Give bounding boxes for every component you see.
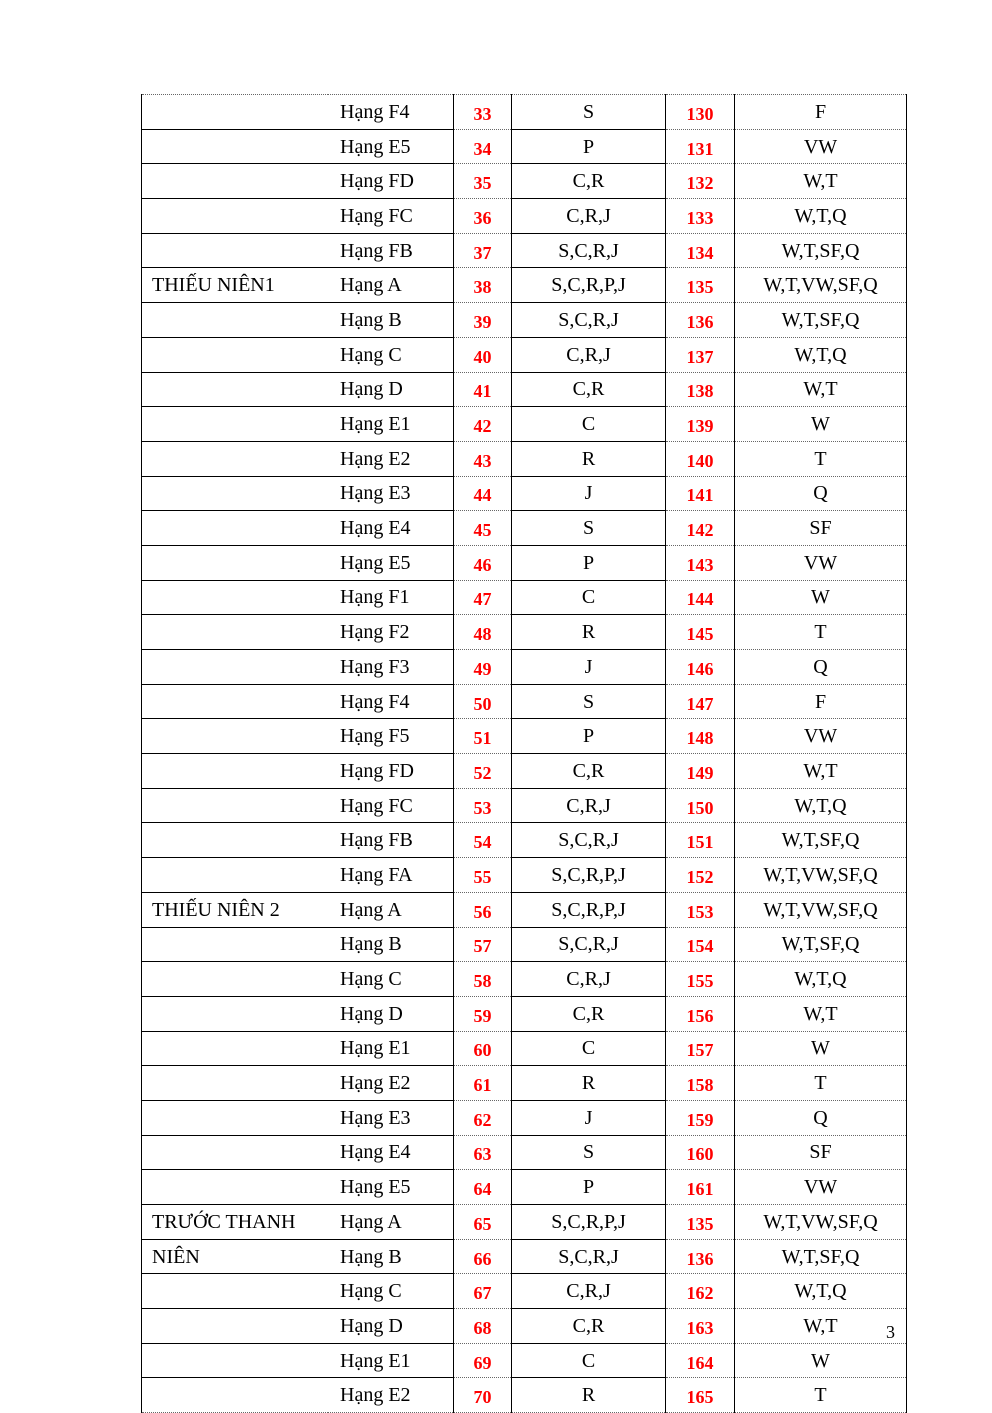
event-number-cell: 62 [454, 1100, 512, 1135]
event-number-cell: 41 [454, 372, 512, 407]
event-number-cell: 50 [454, 684, 512, 719]
dances-cell: SF [735, 511, 907, 546]
dances-cell: W,T,SF,Q [735, 233, 907, 268]
event-number-2-cell: 130 [666, 95, 735, 130]
event-number-cell: 57 [454, 927, 512, 962]
event-number-cell: 43 [454, 441, 512, 476]
dances-cell: W,T,VW,SF,Q [735, 1205, 907, 1240]
table-row [142, 580, 907, 615]
table-row [142, 1170, 907, 1205]
dances-cell: W,T,SF,Q [735, 1239, 907, 1274]
event-number-cell: 69 [454, 1343, 512, 1378]
event-number-2-cell: 135 [666, 1205, 735, 1240]
category-cell: NIÊN [142, 1239, 329, 1274]
skills-cell: C,R [512, 996, 666, 1031]
category-cell: THIẾU NIÊN1 [142, 268, 329, 303]
event-number-cell: 55 [454, 858, 512, 893]
event-number-2-cell: 155 [666, 962, 735, 997]
event-number-2-cell: 163 [666, 1309, 735, 1344]
skills-cell: C [512, 1031, 666, 1066]
event-number-2-cell: 158 [666, 1066, 735, 1101]
rank-cell: Hạng F5 [328, 719, 454, 754]
event-number-cell: 60 [454, 1031, 512, 1066]
rank-cell: Hạng D [328, 1309, 454, 1344]
event-number-2-cell: 149 [666, 754, 735, 789]
category-cell [142, 511, 329, 546]
table-row [142, 1100, 907, 1135]
event-number-2-cell: 144 [666, 580, 735, 615]
skills-cell: C,R,J [512, 199, 666, 234]
table-row [142, 1031, 907, 1066]
event-number-cell: 58 [454, 962, 512, 997]
dances-cell: VW [735, 129, 907, 164]
page-number: 3 [886, 1322, 895, 1342]
dances-cell: W,T,SF,Q [735, 823, 907, 858]
event-number-cell: 54 [454, 823, 512, 858]
table-row [142, 372, 907, 407]
dances-cell: T [735, 1378, 907, 1413]
rank-cell: Hạng E5 [328, 129, 454, 164]
category-cell [142, 858, 329, 893]
rank-cell: Hạng FB [328, 823, 454, 858]
event-number-2-cell: 160 [666, 1135, 735, 1170]
rank-cell: Hạng E3 [328, 476, 454, 511]
dances-cell: W,T [735, 996, 907, 1031]
rank-cell: Hạng C [328, 1274, 454, 1309]
rank-cell: Hạng C [328, 337, 454, 372]
rank-cell: Hạng E4 [328, 1135, 454, 1170]
event-number-2-cell: 146 [666, 650, 735, 685]
event-number-2-cell: 131 [666, 129, 735, 164]
skills-cell: S,C,R,P,J [512, 268, 666, 303]
event-number-cell: 42 [454, 407, 512, 442]
dances-cell: Q [735, 1100, 907, 1135]
skills-cell: C,R [512, 1309, 666, 1344]
rank-cell: Hạng F4 [328, 95, 454, 130]
skills-cell: P [512, 129, 666, 164]
category-cell [142, 1274, 329, 1309]
event-number-2-cell: 156 [666, 996, 735, 1031]
dances-cell: VW [735, 545, 907, 580]
event-number-cell: 59 [454, 996, 512, 1031]
dances-cell: W,T [735, 1309, 907, 1344]
rank-cell: Hạng FC [328, 788, 454, 823]
event-number-2-cell: 151 [666, 823, 735, 858]
category-cell [142, 719, 329, 754]
table-row [142, 1309, 907, 1344]
dances-cell: W,T,SF,Q [735, 303, 907, 338]
event-number-2-cell: 153 [666, 892, 735, 927]
rank-cell: Hạng E5 [328, 545, 454, 580]
skills-cell: P [512, 719, 666, 754]
table-row [142, 719, 907, 754]
table-row [142, 1205, 907, 1240]
table-row [142, 927, 907, 962]
skills-cell: R [512, 441, 666, 476]
skills-cell: S,C,R,J [512, 823, 666, 858]
dances-cell: W,T [735, 372, 907, 407]
rank-cell: Hạng F2 [328, 615, 454, 650]
dances-cell: W,T,Q [735, 1274, 907, 1309]
event-number-2-cell: 136 [666, 303, 735, 338]
event-number-cell: 48 [454, 615, 512, 650]
event-number-2-cell: 139 [666, 407, 735, 442]
dances-cell: F [735, 684, 907, 719]
event-number-2-cell: 132 [666, 164, 735, 199]
event-number-2-cell: 136 [666, 1239, 735, 1274]
table-row [142, 545, 907, 580]
category-cell [142, 788, 329, 823]
table-row [142, 441, 907, 476]
skills-cell: S,C,R,J [512, 927, 666, 962]
category-cell [142, 615, 329, 650]
skills-cell: S,C,R,P,J [512, 858, 666, 893]
event-number-2-cell: 157 [666, 1031, 735, 1066]
table-row [142, 199, 907, 234]
dances-cell: F [735, 95, 907, 130]
category-cell [142, 476, 329, 511]
dances-cell: W,T,VW,SF,Q [735, 858, 907, 893]
skills-cell: C,R [512, 372, 666, 407]
category-cell [142, 754, 329, 789]
event-number-cell: 63 [454, 1135, 512, 1170]
dances-cell: T [735, 441, 907, 476]
skills-cell: C,R [512, 164, 666, 199]
table-row [142, 615, 907, 650]
rank-cell: Hạng A [328, 1205, 454, 1240]
table-row [142, 233, 907, 268]
event-number-cell: 49 [454, 650, 512, 685]
rank-cell: Hạng E5 [328, 1170, 454, 1205]
event-number-2-cell: 140 [666, 441, 735, 476]
category-cell [142, 996, 329, 1031]
rank-cell: Hạng C [328, 962, 454, 997]
event-number-cell: 37 [454, 233, 512, 268]
rank-cell: Hạng B [328, 927, 454, 962]
dances-cell: W [735, 1343, 907, 1378]
event-number-cell: 52 [454, 754, 512, 789]
skills-cell: C [512, 407, 666, 442]
event-number-cell: 68 [454, 1309, 512, 1344]
rank-cell: Hạng FA [328, 858, 454, 893]
rank-cell: Hạng D [328, 372, 454, 407]
category-cell [142, 1135, 329, 1170]
dances-cell: VW [735, 719, 907, 754]
table-row [142, 754, 907, 789]
dances-cell: T [735, 1066, 907, 1101]
dances-cell: W [735, 407, 907, 442]
rank-cell: Hạng E1 [328, 407, 454, 442]
event-number-cell: 56 [454, 892, 512, 927]
event-number-2-cell: 133 [666, 199, 735, 234]
dances-cell: VW [735, 1170, 907, 1205]
dances-cell: T [735, 615, 907, 650]
category-cell [142, 927, 329, 962]
skills-cell: R [512, 1378, 666, 1413]
dances-cell: Q [735, 476, 907, 511]
category-cell [142, 233, 329, 268]
table-row [142, 268, 907, 303]
event-number-cell: 64 [454, 1170, 512, 1205]
event-number-2-cell: 142 [666, 511, 735, 546]
dances-cell: W,T [735, 754, 907, 789]
event-number-2-cell: 137 [666, 337, 735, 372]
rank-cell: Hạng F1 [328, 580, 454, 615]
skills-cell: R [512, 615, 666, 650]
event-number-2-cell: 165 [666, 1378, 735, 1413]
skills-cell: S [512, 95, 666, 130]
dances-cell: W,T [735, 164, 907, 199]
event-number-cell: 36 [454, 199, 512, 234]
rank-cell: Hạng FD [328, 754, 454, 789]
category-cell [142, 962, 329, 997]
event-number-2-cell: 143 [666, 545, 735, 580]
table-row [142, 684, 907, 719]
category-cell: THIẾU NIÊN 2 [142, 892, 329, 927]
skills-cell: J [512, 476, 666, 511]
event-number-cell: 61 [454, 1066, 512, 1101]
category-cell [142, 95, 329, 130]
category-cell: TRƯỚC THANH [142, 1205, 329, 1240]
event-number-2-cell: 138 [666, 372, 735, 407]
category-cell [142, 199, 329, 234]
category-cell [142, 580, 329, 615]
event-number-2-cell: 152 [666, 858, 735, 893]
skills-cell: J [512, 1100, 666, 1135]
table-body [142, 95, 907, 1413]
rank-cell: Hạng E2 [328, 1378, 454, 1413]
table-row [142, 1135, 907, 1170]
category-cell [142, 1309, 329, 1344]
skills-cell: S,C,R,P,J [512, 1205, 666, 1240]
event-number-cell: 70 [454, 1378, 512, 1413]
skills-cell: S,C,R,J [512, 303, 666, 338]
rank-cell: Hạng B [328, 303, 454, 338]
category-cell [142, 1343, 329, 1378]
event-number-2-cell: 135 [666, 268, 735, 303]
table-row [142, 129, 907, 164]
event-number-cell: 33 [454, 95, 512, 130]
category-cell [142, 129, 329, 164]
event-number-cell: 38 [454, 268, 512, 303]
registration-table [141, 94, 907, 1413]
skills-cell: C,R,J [512, 1274, 666, 1309]
rank-cell: Hạng B [328, 1239, 454, 1274]
skills-cell: P [512, 545, 666, 580]
category-cell [142, 337, 329, 372]
skills-cell: S,C,R,J [512, 1239, 666, 1274]
rank-cell: Hạng F3 [328, 650, 454, 685]
category-cell [142, 545, 329, 580]
dances-cell: W,T,Q [735, 788, 907, 823]
rank-cell: Hạng E4 [328, 511, 454, 546]
table-row [142, 511, 907, 546]
rank-cell: Hạng E1 [328, 1031, 454, 1066]
table-row [142, 95, 907, 130]
table-row [142, 407, 907, 442]
table-row [142, 1274, 907, 1309]
category-cell [142, 164, 329, 199]
event-number-cell: 44 [454, 476, 512, 511]
table-row [142, 337, 907, 372]
skills-cell: R [512, 1066, 666, 1101]
table-row [142, 1378, 907, 1413]
dances-cell: W,T,SF,Q [735, 927, 907, 962]
event-number-2-cell: 148 [666, 719, 735, 754]
category-cell [142, 372, 329, 407]
event-number-cell: 40 [454, 337, 512, 372]
table-row [142, 788, 907, 823]
event-number-2-cell: 161 [666, 1170, 735, 1205]
event-number-2-cell: 134 [666, 233, 735, 268]
event-number-cell: 65 [454, 1205, 512, 1240]
event-number-cell: 35 [454, 164, 512, 199]
skills-cell: S [512, 511, 666, 546]
table-row [142, 1343, 907, 1378]
category-cell [142, 1378, 329, 1413]
event-number-2-cell: 159 [666, 1100, 735, 1135]
skills-cell: S [512, 1135, 666, 1170]
event-number-2-cell: 164 [666, 1343, 735, 1378]
table-row [142, 650, 907, 685]
event-number-2-cell: 162 [666, 1274, 735, 1309]
event-number-cell: 46 [454, 545, 512, 580]
rank-cell: Hạng E3 [328, 1100, 454, 1135]
skills-cell: C [512, 580, 666, 615]
skills-cell: C [512, 1343, 666, 1378]
dances-cell: Q [735, 650, 907, 685]
table-row [142, 962, 907, 997]
dances-cell: W,T,Q [735, 337, 907, 372]
category-cell [142, 1170, 329, 1205]
event-number-cell: 47 [454, 580, 512, 615]
category-cell [142, 1100, 329, 1135]
rank-cell: Hạng F4 [328, 684, 454, 719]
event-number-cell: 67 [454, 1274, 512, 1309]
table-row [142, 858, 907, 893]
skills-cell: C,R,J [512, 337, 666, 372]
event-number-2-cell: 150 [666, 788, 735, 823]
rank-cell: Hạng E2 [328, 441, 454, 476]
rank-cell: Hạng FD [328, 164, 454, 199]
event-number-cell: 45 [454, 511, 512, 546]
category-cell [142, 823, 329, 858]
category-cell [142, 407, 329, 442]
table-row [142, 303, 907, 338]
skills-cell: S,C,R,P,J [512, 892, 666, 927]
dances-cell: W,T,Q [735, 962, 907, 997]
event-number-2-cell: 141 [666, 476, 735, 511]
category-cell [142, 441, 329, 476]
rank-cell: Hạng E1 [328, 1343, 454, 1378]
event-number-2-cell: 145 [666, 615, 735, 650]
dances-cell: W,T,VW,SF,Q [735, 892, 907, 927]
dances-cell: W [735, 1031, 907, 1066]
rank-cell: Hạng E2 [328, 1066, 454, 1101]
event-number-cell: 39 [454, 303, 512, 338]
category-cell [142, 650, 329, 685]
category-cell [142, 1031, 329, 1066]
event-number-cell: 34 [454, 129, 512, 164]
category-cell [142, 684, 329, 719]
skills-cell: S,C,R,J [512, 233, 666, 268]
table-row [142, 1239, 907, 1274]
event-number-cell: 51 [454, 719, 512, 754]
dances-cell: SF [735, 1135, 907, 1170]
table-row [142, 164, 907, 199]
event-number-cell: 66 [454, 1239, 512, 1274]
dances-cell: W [735, 580, 907, 615]
event-number-cell: 53 [454, 788, 512, 823]
category-cell [142, 303, 329, 338]
event-number-2-cell: 154 [666, 927, 735, 962]
dances-cell: W,T,VW,SF,Q [735, 268, 907, 303]
table-row [142, 476, 907, 511]
table-row [142, 1066, 907, 1101]
table-row [142, 823, 907, 858]
rank-cell: Hạng A [328, 268, 454, 303]
rank-cell: Hạng A [328, 892, 454, 927]
category-cell [142, 1066, 329, 1101]
skills-cell: C,R,J [512, 962, 666, 997]
skills-cell: S [512, 684, 666, 719]
table-row [142, 892, 907, 927]
skills-cell: P [512, 1170, 666, 1205]
table-row [142, 996, 907, 1031]
dances-cell: W,T,Q [735, 199, 907, 234]
rank-cell: Hạng FC [328, 199, 454, 234]
skills-cell: J [512, 650, 666, 685]
rank-cell: Hạng FB [328, 233, 454, 268]
event-number-2-cell: 147 [666, 684, 735, 719]
rank-cell: Hạng D [328, 996, 454, 1031]
skills-cell: C,R,J [512, 788, 666, 823]
skills-cell: C,R [512, 754, 666, 789]
